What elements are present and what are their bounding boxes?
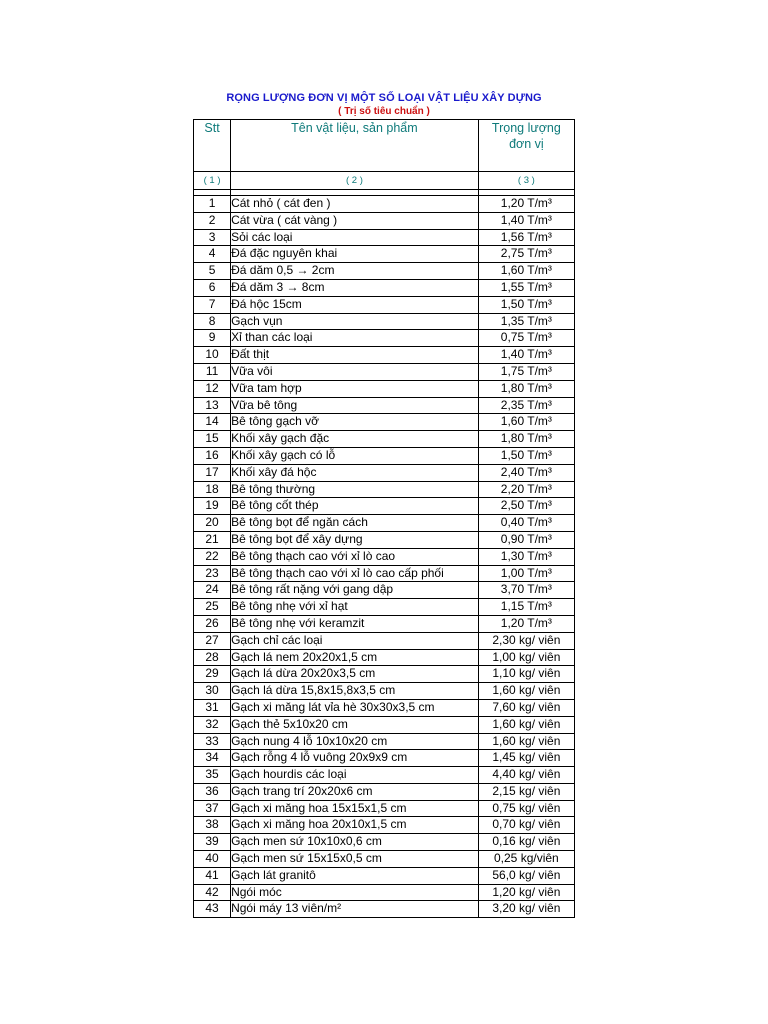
table-row [194, 447, 575, 464]
row-unit-weight: 1,30 T/m³ [478, 548, 574, 565]
row-stt: 18 [194, 481, 231, 498]
row-material-name: Gạch lá nem 20x20x1,5 cm [231, 649, 479, 666]
row-stt: 31 [194, 699, 231, 716]
row-unit-weight: 1,20 T/m³ [478, 615, 574, 632]
row-stt: 34 [194, 750, 231, 767]
row-unit-weight: 1,35 T/m³ [478, 313, 574, 330]
column-index-1: ( 1 ) [194, 172, 231, 190]
row-unit-weight: 0,90 T/m³ [478, 531, 574, 548]
row-material-name: Sỏi các loại [231, 229, 479, 246]
row-unit-weight: 1,60 T/m³ [478, 414, 574, 431]
row-material-name: Xỉ than các loại [231, 330, 479, 347]
row-stt: 5 [194, 263, 231, 280]
column-index-row [194, 172, 575, 190]
row-stt: 26 [194, 615, 231, 632]
table-row [194, 481, 575, 498]
table-row [194, 834, 575, 851]
row-stt: 2 [194, 212, 231, 229]
row-stt: 27 [194, 632, 231, 649]
row-material-name: Cát nhỏ ( cát đen ) [231, 196, 479, 213]
row-unit-weight: 1,45 kg/ viên [478, 750, 574, 767]
header-stt: Stt [194, 120, 231, 172]
row-stt: 35 [194, 767, 231, 784]
row-stt: 11 [194, 363, 231, 380]
row-stt: 4 [194, 246, 231, 263]
row-material-name: Vữa tam hợp [231, 380, 479, 397]
table-row [194, 531, 575, 548]
row-material-name: Cát vừa ( cát vàng ) [231, 212, 479, 229]
row-unit-weight: 1,00 T/m³ [478, 565, 574, 582]
row-unit-weight: 2,15 kg/ viên [478, 783, 574, 800]
row-stt: 25 [194, 599, 231, 616]
header-material-name: Tên vật liệu, sản phẩm [231, 120, 479, 172]
table-row [194, 212, 575, 229]
row-unit-weight: 1,56 T/m³ [478, 229, 574, 246]
row-material-name: Vữa bê tông [231, 397, 479, 414]
row-material-name: Đất thịt [231, 347, 479, 364]
row-unit-weight: 0,16 kg/ viên [478, 834, 574, 851]
row-unit-weight: 1,40 T/m³ [478, 347, 574, 364]
table-row [194, 867, 575, 884]
row-unit-weight: 2,40 T/m³ [478, 464, 574, 481]
row-unit-weight: 1,60 T/m³ [478, 263, 574, 280]
row-material-name: Ngói móc [231, 884, 479, 901]
row-stt: 1 [194, 196, 231, 213]
row-stt: 17 [194, 464, 231, 481]
table-row [194, 363, 575, 380]
table-row [194, 767, 575, 784]
row-material-name: Gạch xi măng hoa 20x10x1,5 cm [231, 817, 479, 834]
row-unit-weight: 0,75 kg/ viên [478, 800, 574, 817]
row-material-name: Đá dăm 0,5 → 2cm [231, 263, 479, 280]
row-material-name: Khối xây đá hộc [231, 464, 479, 481]
row-unit-weight: 0,25 kg/viên [478, 851, 574, 868]
table-row [194, 330, 575, 347]
table-row [194, 582, 575, 599]
row-material-name: Gạch thẻ 5x10x20 cm [231, 716, 479, 733]
row-stt: 22 [194, 548, 231, 565]
row-unit-weight: 0,70 kg/ viên [478, 817, 574, 834]
row-material-name: Bê tông rất nặng với gang dập [231, 582, 479, 599]
row-stt: 20 [194, 515, 231, 532]
row-material-name: Bê tông nhẹ với xỉ hạt [231, 599, 479, 616]
row-unit-weight: 1,50 T/m³ [478, 447, 574, 464]
row-stt: 21 [194, 531, 231, 548]
row-unit-weight: 1,75 T/m³ [478, 363, 574, 380]
row-unit-weight: 1,60 kg/ viên [478, 716, 574, 733]
row-stt: 16 [194, 447, 231, 464]
row-unit-weight: 1,55 T/m³ [478, 279, 574, 296]
row-material-name: Đá hộc 15cm [231, 296, 479, 313]
table-row [194, 347, 575, 364]
row-unit-weight: 1,50 T/m³ [478, 296, 574, 313]
table-row [194, 246, 575, 263]
table-row [194, 464, 575, 481]
row-unit-weight: 2,50 T/m³ [478, 498, 574, 515]
table-row [194, 699, 575, 716]
row-stt: 37 [194, 800, 231, 817]
row-material-name: Bê tông bọt để xây dựng [231, 531, 479, 548]
row-unit-weight: 56,0 kg/ viên [478, 867, 574, 884]
row-stt: 39 [194, 834, 231, 851]
header-unit-weight-line2: đơn vị [509, 137, 544, 151]
row-unit-weight: 1,80 T/m³ [478, 380, 574, 397]
row-material-name: Bê tông thạch cao với xỉ lò cao cấp phối [231, 565, 479, 582]
row-unit-weight: 0,75 T/m³ [478, 330, 574, 347]
row-unit-weight: 2,30 kg/ viên [478, 632, 574, 649]
table-row [194, 666, 575, 683]
table-row [194, 515, 575, 532]
row-unit-weight: 4,40 kg/ viên [478, 767, 574, 784]
row-stt: 29 [194, 666, 231, 683]
table-row [194, 800, 575, 817]
row-stt: 3 [194, 229, 231, 246]
table-row [194, 548, 575, 565]
row-material-name: Gạch rỗng 4 lỗ vuông 20x9x9 cm [231, 750, 479, 767]
row-unit-weight: 1,80 T/m³ [478, 431, 574, 448]
row-material-name: Gạch lá dừa 20x20x3,5 cm [231, 666, 479, 683]
table-row [194, 229, 575, 246]
row-stt: 33 [194, 733, 231, 750]
table-row [194, 313, 575, 330]
row-material-name: Đá dăm 3 → 8cm [231, 279, 479, 296]
row-stt: 10 [194, 347, 231, 364]
table-row [194, 716, 575, 733]
table-row [194, 884, 575, 901]
row-material-name: Gạch trang trí 20x20x6 cm [231, 783, 479, 800]
row-stt: 40 [194, 851, 231, 868]
table-row [194, 851, 575, 868]
row-stt: 13 [194, 397, 231, 414]
row-stt: 38 [194, 817, 231, 834]
row-material-name: Bê tông thường [231, 481, 479, 498]
table-row [194, 498, 575, 515]
row-unit-weight: 3,20 kg/ viên [478, 901, 574, 918]
table-row [194, 615, 575, 632]
row-stt: 14 [194, 414, 231, 431]
table-row [194, 649, 575, 666]
table-row [194, 632, 575, 649]
row-stt: 7 [194, 296, 231, 313]
row-unit-weight: 1,20 T/m³ [478, 196, 574, 213]
row-material-name: Gạch vụn [231, 313, 479, 330]
table-row [194, 431, 575, 448]
table-row [194, 901, 575, 918]
table-row [194, 733, 575, 750]
row-material-name: Gạch lá dừa 15,8x15,8x3,5 cm [231, 683, 479, 700]
row-material-name: Bê tông bọt để ngăn cách [231, 515, 479, 532]
row-material-name: Gạch xi măng hoa 15x15x1,5 cm [231, 800, 479, 817]
document-title: RỌNG LƯỢNG ĐƠN VỊ MỘT SỐ LOẠI VẬT LIỆU XÂY DỰNG [226, 92, 542, 104]
table-row [194, 196, 575, 213]
row-unit-weight: 7,60 kg/ viên [478, 699, 574, 716]
row-stt: 42 [194, 884, 231, 901]
row-unit-weight: 1,20 kg/ viên [478, 884, 574, 901]
row-stt: 43 [194, 901, 231, 918]
row-stt: 28 [194, 649, 231, 666]
row-material-name: Bê tông gạch vỡ [231, 414, 479, 431]
row-material-name: Khối xây gạch đặc [231, 431, 479, 448]
table-body [194, 196, 575, 918]
row-stt: 15 [194, 431, 231, 448]
table-row [194, 414, 575, 431]
table-row [194, 683, 575, 700]
row-unit-weight: 1,15 T/m³ [478, 599, 574, 616]
row-unit-weight: 1,60 kg/ viên [478, 733, 574, 750]
header-unit-weight [478, 120, 574, 172]
row-stt: 23 [194, 565, 231, 582]
row-unit-weight: 3,70 T/m³ [478, 582, 574, 599]
row-material-name: Vữa vôi [231, 363, 479, 380]
table-row [194, 380, 575, 397]
row-material-name: Bê tông thạch cao với xỉ lò cao [231, 548, 479, 565]
row-material-name: Gạch nung 4 lỗ 10x10x20 cm [231, 733, 479, 750]
table-row [194, 750, 575, 767]
row-unit-weight: 1,40 T/m³ [478, 212, 574, 229]
table-row [194, 296, 575, 313]
row-stt: 9 [194, 330, 231, 347]
document-subtitle: ( Trị số tiêu chuẩn ) [338, 106, 430, 117]
table-row [194, 397, 575, 414]
row-unit-weight: 2,35 T/m³ [478, 397, 574, 414]
header-unit-weight-line1: Trọng lượng [491, 121, 561, 135]
row-material-name: Bê tông cốt thép [231, 498, 479, 515]
table-row [194, 783, 575, 800]
row-unit-weight: 0,40 T/m³ [478, 515, 574, 532]
row-material-name: Gạch chỉ các loại [231, 632, 479, 649]
table-row [194, 565, 575, 582]
row-material-name: Gạch xi măng lát vỉa hè 30x30x3,5 cm [231, 699, 479, 716]
table-row [194, 279, 575, 296]
row-material-name: Gạch men sứ 10x10x0,6 cm [231, 834, 479, 851]
header-row [194, 120, 575, 172]
row-material-name: Gạch men sứ 15x15x0,5 cm [231, 851, 479, 868]
row-unit-weight: 2,75 T/m³ [478, 246, 574, 263]
row-stt: 8 [194, 313, 231, 330]
row-material-name: Đá đặc nguyên khai [231, 246, 479, 263]
row-unit-weight: 1,10 kg/ viên [478, 666, 574, 683]
row-stt: 24 [194, 582, 231, 599]
row-stt: 30 [194, 683, 231, 700]
row-material-name: Gạch lát granitô [231, 867, 479, 884]
row-material-name: Ngói máy 13 viên/m² [231, 901, 479, 918]
column-index-2: ( 2 ) [231, 172, 479, 190]
row-material-name: Gạch hourdis các loại [231, 767, 479, 784]
row-stt: 6 [194, 279, 231, 296]
material-weight-table [193, 119, 575, 918]
row-stt: 36 [194, 783, 231, 800]
table-row [194, 263, 575, 280]
table-row [194, 599, 575, 616]
row-unit-weight: 1,00 kg/ viên [478, 649, 574, 666]
row-stt: 41 [194, 867, 231, 884]
row-stt: 32 [194, 716, 231, 733]
column-index-3: ( 3 ) [478, 172, 574, 190]
row-material-name: Khối xây gạch có lỗ [231, 447, 479, 464]
row-material-name: Bê tông nhẹ với keramzit [231, 615, 479, 632]
table-row [194, 817, 575, 834]
row-stt: 19 [194, 498, 231, 515]
row-unit-weight: 1,60 kg/ viên [478, 683, 574, 700]
row-stt: 12 [194, 380, 231, 397]
row-unit-weight: 2,20 T/m³ [478, 481, 574, 498]
